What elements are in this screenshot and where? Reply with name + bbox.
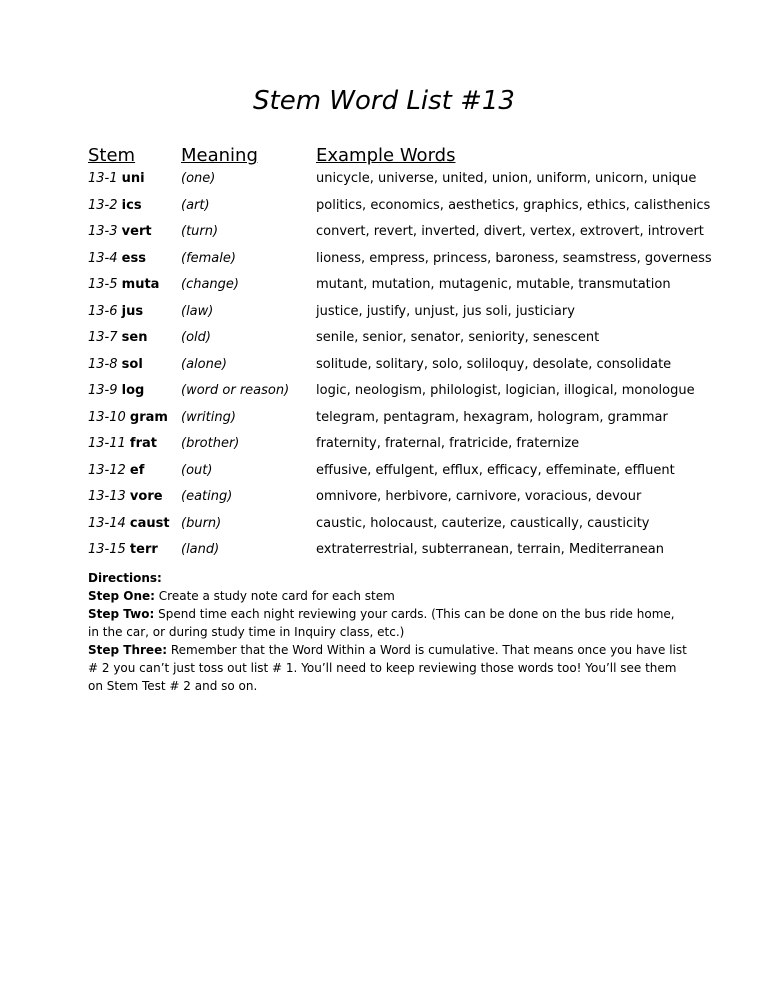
stem-word: sol <box>121 356 143 372</box>
stem-word: vore <box>129 489 163 504</box>
stem-examples: mutant, mutation, mutagenic, mutable, transmutation <box>316 277 671 292</box>
stem-word: muta <box>121 277 160 292</box>
stem-meaning: (old) <box>181 330 211 345</box>
stem-row <box>88 378 695 405</box>
stem-row <box>88 352 688 379</box>
stem-cell <box>88 166 145 193</box>
stem-examples: unicycle, universe, united, union, uniform, unicorn, unique <box>316 171 697 186</box>
stem-examples: solitude, solitary, solo, soliloquy, desolate, consolidate <box>316 356 672 372</box>
step-text: Remember that the Word Within a Word is cumulative. That means once you have list # 2 you can’t just toss out list # 1. You’ll need to keep reviewing those words too! You’ll see them on Stem Test # 2 and so on. <box>88 643 687 693</box>
stem-meaning: (female) <box>181 250 236 266</box>
stem-number: 13-10 <box>88 409 126 425</box>
stem-word: vert <box>121 224 152 239</box>
step-label: Step Three: <box>88 643 168 657</box>
stem-number: 13-6 <box>88 303 118 319</box>
stem-number: 13-8 <box>88 356 118 372</box>
stem-number: 13-11 <box>88 436 126 451</box>
stem-number: 13-14 <box>88 515 126 531</box>
stem-word: gram <box>129 409 168 425</box>
stem-list <box>88 166 712 564</box>
stem-cell <box>88 431 157 458</box>
stem-word: jus <box>121 303 144 319</box>
step-text: Spend time each night reviewing your cards. (This can be done on the bus ride home, in the car, or during study time in Inquiry class, etc.) <box>88 607 675 639</box>
stem-examples: senile, senior, senator, seniority, senescent <box>316 330 600 345</box>
stem-row <box>88 484 688 511</box>
stem-number: 13-4 <box>88 250 118 266</box>
step-three <box>88 641 688 695</box>
stem-row <box>88 299 688 326</box>
stem-cell <box>88 378 144 405</box>
stem-meaning: (one) <box>181 171 216 186</box>
step-label: Step Two: <box>88 607 155 621</box>
stem-cell <box>88 325 147 352</box>
stem-meaning: (land) <box>181 542 220 557</box>
stem-examples: extraterrestrial, subterranean, terrain, Mediterranean <box>316 542 664 557</box>
stem-examples: effusive, effulgent, efflux, efficacy, effeminate, effluent <box>316 462 675 478</box>
stem-number: 13-3 <box>88 224 118 239</box>
stem-row <box>88 431 688 458</box>
stem-number: 13-1 <box>88 171 118 186</box>
stem-cell <box>88 405 168 432</box>
stem-meaning: (alone) <box>181 356 227 372</box>
stem-word: uni <box>121 171 145 186</box>
stem-row <box>88 272 688 299</box>
stem-examples: lioness, empress, princess, baroness, seamstress, governess <box>316 250 712 266</box>
stem-number: 13-9 <box>88 383 118 398</box>
stem-cell <box>88 352 143 379</box>
stem-examples: politics, economics, aesthetics, graphics, ethics, calisthenics <box>316 197 711 213</box>
stem-word: caust <box>129 515 170 531</box>
stem-examples: logic, neologism, philologist, logician, illogical, monologue <box>316 383 695 398</box>
stem-row <box>88 325 688 352</box>
stem-word: ess <box>121 250 146 266</box>
stem-meaning: (writing) <box>181 409 236 425</box>
directions-heading: Directions: <box>88 571 162 585</box>
stem-row <box>88 537 688 564</box>
stem-cell <box>88 458 144 485</box>
stem-row <box>88 458 688 485</box>
stem-number: 13-7 <box>88 330 118 345</box>
header-example-words: Example Words <box>316 145 456 166</box>
stem-number: 13-2 <box>88 197 118 213</box>
stem-meaning: (change) <box>181 277 239 292</box>
stem-meaning: (out) <box>181 462 213 478</box>
step-two <box>88 605 688 641</box>
stem-examples: caustic, holocaust, cauterize, caustically, causticity <box>316 515 650 531</box>
page-title: Stem Word List #13 <box>253 86 515 116</box>
stem-meaning: (law) <box>181 303 214 319</box>
stem-row <box>88 246 712 273</box>
stem-meaning: (brother) <box>181 436 240 451</box>
stem-word: terr <box>129 542 158 557</box>
stem-cell <box>88 272 159 299</box>
stem-cell <box>88 219 152 246</box>
stem-cell <box>88 246 146 273</box>
stem-row <box>88 193 711 220</box>
stem-number: 13-5 <box>88 277 118 292</box>
step-one <box>88 587 688 605</box>
stem-word: sen <box>121 330 148 345</box>
stem-cell <box>88 299 143 326</box>
stem-row <box>88 166 697 193</box>
stem-examples: justice, justify, unjust, jus soli, justiciary <box>316 303 575 319</box>
stem-number: 13-13 <box>88 489 126 504</box>
header-meaning: Meaning <box>181 145 258 166</box>
stem-examples: convert, revert, inverted, divert, vertex, extrovert, introvert <box>316 224 704 239</box>
stem-examples: telegram, pentagram, hexagram, hologram, grammar <box>316 409 668 425</box>
stem-number: 13-12 <box>88 462 126 478</box>
stem-row <box>88 219 704 246</box>
stem-meaning: (burn) <box>181 515 222 531</box>
stem-number: 13-15 <box>88 542 126 557</box>
step-text: Create a study note card for each stem <box>154 589 395 603</box>
stem-row <box>88 405 688 432</box>
stem-cell <box>88 484 163 511</box>
stem-cell <box>88 537 158 564</box>
directions-section <box>88 569 688 695</box>
stem-meaning: (turn) <box>181 224 219 239</box>
step-label: Step One: <box>88 589 155 603</box>
stem-meaning: (art) <box>181 197 210 213</box>
stem-examples: omnivore, herbivore, carnivore, voracious, devour <box>316 489 642 504</box>
stem-word: frat <box>129 436 157 451</box>
stem-cell <box>88 193 142 220</box>
stem-cell <box>88 511 170 538</box>
stem-word: log <box>121 383 145 398</box>
header-stem: Stem <box>88 145 136 166</box>
stem-meaning: (word or reason) <box>181 383 290 398</box>
stem-row <box>88 511 688 538</box>
stem-word: ics <box>121 197 142 213</box>
stem-meaning: (eating) <box>181 489 233 504</box>
stem-examples: fraternity, fraternal, fratricide, fraternize <box>316 436 580 451</box>
stem-word: ef <box>129 462 145 478</box>
